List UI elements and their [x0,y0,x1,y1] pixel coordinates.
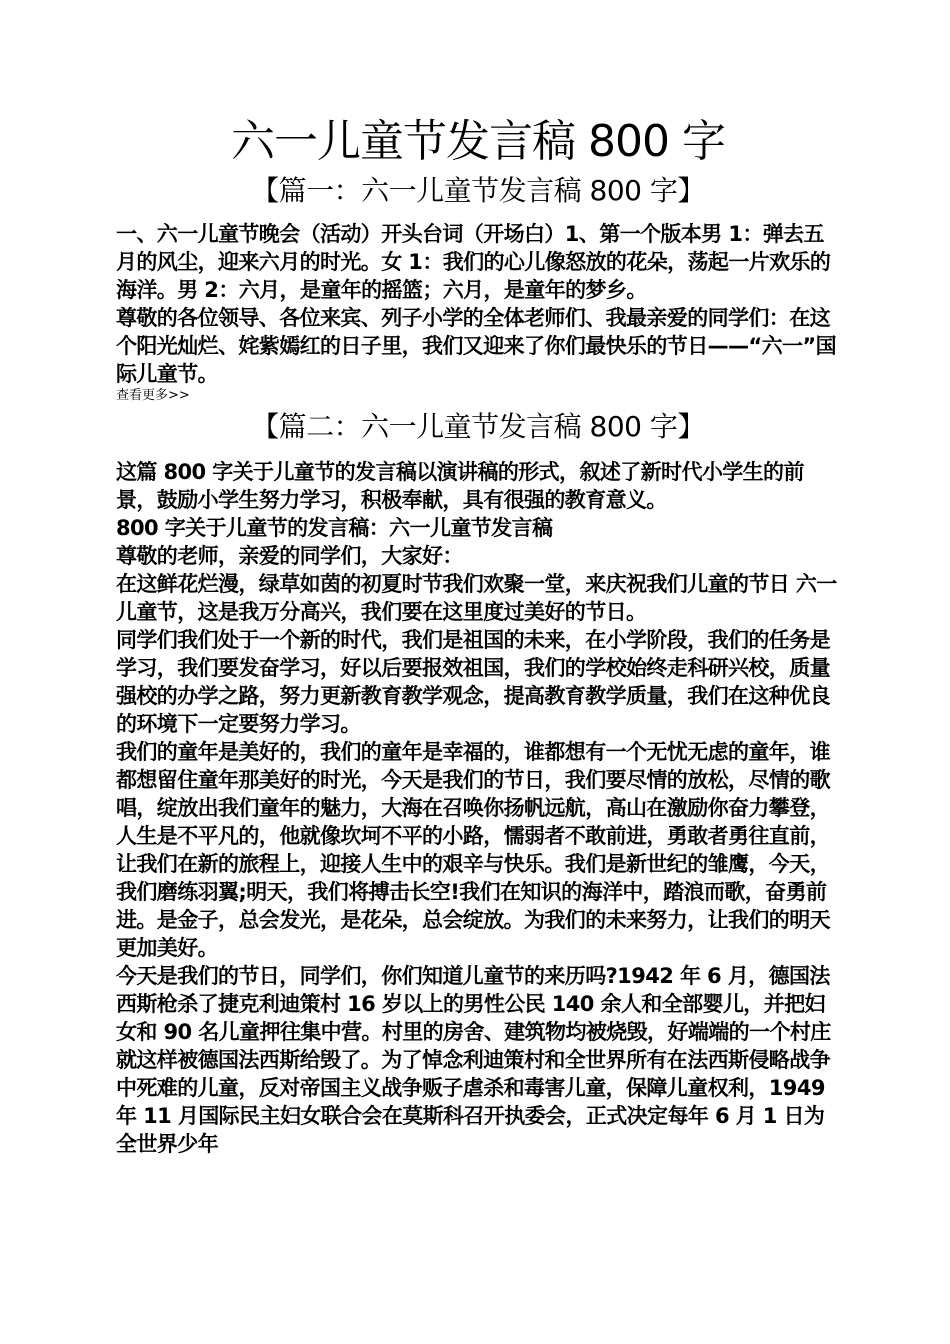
section-2-paragraph-2: 800 字关于儿童节的发言稿：六一儿童节发言稿 [116,516,553,540]
section-1-paragraph-1: 一、六一儿童节晚会（活动）开头台词（开场白）1、第一个版本男 1：弹去五月的风尘，迎来六月的时光。女 1：我们的心儿像怒放的花朵，荡起一片欢乐的海洋。男 2：六月，是童年的摇篮；六月，是童年的梦乡。 [116,222,831,302]
section-2-paragraph-7: 今天是我们的节日，同学们，你们知道儿童节的来历吗?1942 年 6 月，德国法西斯枪杀了捷克利迪策村 16 岁以上的男性公民 140 余人和全部婴儿，并把妇女和 90 名儿童押往集中营。村里的房舍、建筑物均被烧毁，好端端的一个村庄就这样被德国法西斯给毁了。为了悼念利迪策村和全世界所有在法西斯侵略战争中死难的儿童，反对帝国主义战争贩子虐杀和毒害儿童，保障儿童权利，1949 年 11 月国际民主妇女联合会在莫斯科召开执委会，正式决定每年 6 月 1 日为全世界少年 [116,964,831,1156]
section-2-paragraph-3: 尊敬的老师，亲爱的同学们，大家好： [116,544,463,568]
section-2 [116,408,840,1158]
section-1 [116,172,840,404]
document-title: 六一儿童节发言稿 800 字 [231,116,725,167]
section-2-paragraph-1: 这篇 800 字关于儿童节的发言稿以演讲稿的形式，叙述了新时代小学生的前景，鼓励小学生努力学习，积极奉献，具有很强的教育意义。 [116,460,804,512]
section-1-paragraph-2: 尊敬的各位领导、各位来宾、列子小学的全体老师们、我最亲爱的同学们：在这个阳光灿烂、姹紫嫣红的日子里，我们又迎来了你们最快乐的节日——“六一”国际儿童节。 [116,306,837,386]
view-more-link[interactable]: 查看更多>> [116,388,190,403]
section-2-paragraph-5: 同学们我们处于一个新的时代，我们是祖国的未来，在小学阶段，我们的任务是学习，我们要发奋学习，好以后要报效祖国，我们的学校始终走科研兴校，质量强校的办学之路，努力更新教育教学观念，提高教育教学质量，我们在这种优良的环境下一定要努力学习。 [116,628,830,736]
section-2-paragraph-4: 在这鲜花烂漫，绿草如茵的初夏时节我们欢聚一堂，来庆祝我们儿童的节日 六一儿童节，这是我万分高兴，我们要在这里度过美好的节日。 [116,572,837,624]
section-2-paragraph-6: 我们的童年是美好的，我们的童年是幸福的，谁都想有一个无忧无虑的童年，谁都想留住童年那美好的时光，今天是我们的节日，我们要尽情的放松，尽情的歌唱，绽放出我们童年的魅力，大海在召唤你扬帆远航，高山在激励你奋力攀登，人生是不平凡的，他就像坎坷不平的小路，懦弱者不敢前进，勇敢者勇往直前，让我们在新的旅程上，迎接人生中的艰辛与快乐。我们是新世纪的雏鹰，今天，我们磨练羽翼;明天，我们将搏击长空!我们在知识的海洋中，踏浪而歌，奋勇前进。是金子，总会发光，是花朵，总会绽放。为我们的未来努力，让我们的明天更加美好。 [116,740,830,960]
section-2-heading: 【篇二：六一儿童节发言稿 800 字】 [251,410,705,443]
section-1-heading: 【篇一：六一儿童节发言稿 800 字】 [251,174,705,207]
document-page [116,112,840,1158]
